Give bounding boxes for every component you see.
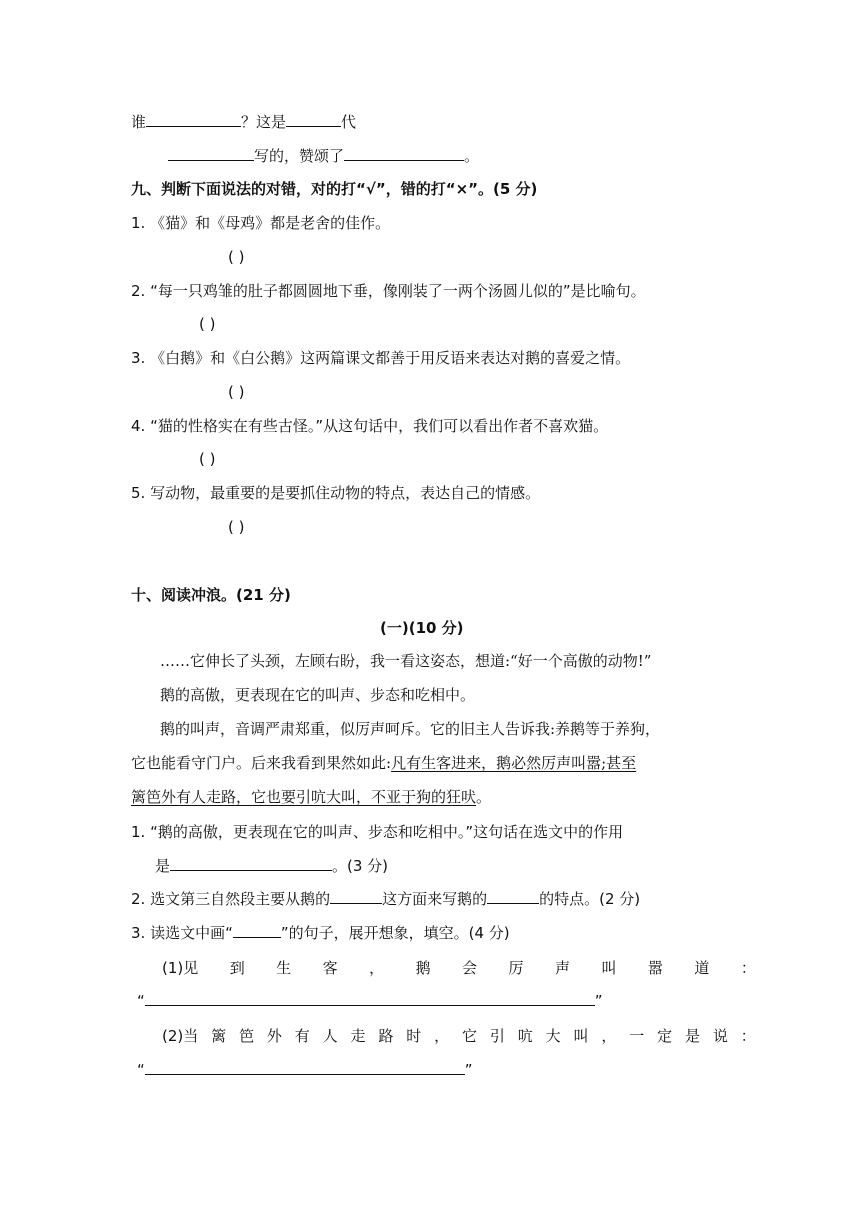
prompt-char: 路 <box>378 1027 394 1045</box>
passage-para-2: 鹅的高傲，更表现在它的叫声、步态和吃相中。 <box>160 686 476 704</box>
answer-blank[interactable] <box>146 112 241 127</box>
close-quote: ” <box>464 1061 473 1079</box>
answer-blank[interactable] <box>145 1060 465 1075</box>
question-3 <box>131 922 510 944</box>
prompt-char: 鹅 <box>415 959 431 977</box>
prompt-char: ： <box>740 1027 756 1045</box>
prompt-char: 到 <box>229 959 245 977</box>
prompt-char: 人 <box>322 1027 338 1045</box>
judge-paren-5[interactable]: ( ) <box>228 518 245 536</box>
judge-item-4: 4. “猫的性格实在有些古怪。”从这句话中，我们可以看出作者不喜欢猫。 <box>131 417 609 435</box>
prompt-char: 篱 <box>211 1027 227 1045</box>
question-1-line-1: 1. “鹅的高傲，更表现在它的叫声、步态和吃相中。”这句话在选文中的作用 <box>131 823 624 841</box>
prompt-char: 厉 <box>508 959 524 977</box>
prompt-char: 它 <box>461 1027 477 1045</box>
passage-subtitle: (一)(10 分) <box>380 619 464 637</box>
answer-blank[interactable] <box>330 889 382 904</box>
prompt-char: 引 <box>489 1027 505 1045</box>
prompt-char: 定 <box>657 1027 673 1045</box>
open-quote: “ <box>137 992 145 1010</box>
text: 谁 <box>131 113 147 131</box>
prompt-char: 叫 <box>573 1027 589 1045</box>
prompt-char: 生 <box>276 959 292 977</box>
prompt-char: 是 <box>684 1027 700 1045</box>
judge-item-2: 2. “每一只鸡雏的肚子都圆圆地下垂，像刚装了一两个汤圆儿似的”是比喻句。 <box>131 282 646 300</box>
prompt-char: ， <box>369 959 385 977</box>
underlined-sentence: 篱笆外有人走路，它也要引吭大叫，不亚于狗的狂吠 <box>131 788 477 806</box>
prompt-char: 有 <box>294 1027 310 1045</box>
section-9-title: 九、判断下面说法的对错，对的打“√”，错的打“×”。(5 分) <box>131 180 538 198</box>
answer-blank[interactable] <box>487 889 539 904</box>
passage-para-3-line-2 <box>131 752 636 774</box>
text: 这方面来写鹅的 <box>382 890 488 908</box>
question-3-2-prompt <box>162 1025 756 1047</box>
question-2 <box>131 888 640 910</box>
question-3-1-answer <box>137 990 603 1012</box>
judge-paren-3[interactable]: ( ) <box>228 383 245 401</box>
text: 的特点。(2 分) <box>539 890 641 908</box>
text: 代 <box>341 113 357 131</box>
prompt-char: 时 <box>406 1027 422 1045</box>
prompt-char: 声 <box>554 959 570 977</box>
text: 写的，赞颂了 <box>254 147 345 165</box>
judge-paren-2[interactable]: ( ) <box>199 315 216 333</box>
prompt-char: 外 <box>266 1027 282 1045</box>
text: 是 <box>155 857 171 875</box>
close-quote: ” <box>594 992 603 1010</box>
text: ”的句子，展开想象，填空。(4 分) <box>280 924 510 942</box>
prompt-char: (2)当 <box>162 1027 199 1045</box>
answer-blank[interactable] <box>170 856 332 871</box>
text: 2. 选文第三自然段主要从鹅的 <box>131 890 331 908</box>
prompt-char: ， <box>601 1027 617 1045</box>
prompt-char: (1)见 <box>162 959 199 977</box>
prompt-char: 道 <box>694 959 710 977</box>
text: 3. 读选文中画“ <box>131 924 233 942</box>
text: 。 <box>476 788 492 806</box>
prompt-char: 走 <box>350 1027 366 1045</box>
open-quote: “ <box>137 1061 145 1079</box>
section-10-title: 十、阅读冲浪。(21 分) <box>131 586 291 604</box>
prompt-char: 客 <box>322 959 338 977</box>
answer-blank[interactable] <box>286 112 341 127</box>
prompt-char: 一 <box>629 1027 645 1045</box>
judge-item-3: 3. 《白鹅》和《白公鹅》这两篇课文都善于用反语来表达对鹅的喜爱之情。 <box>131 349 631 367</box>
prompt-char: 说 <box>712 1027 728 1045</box>
text: ？这是 <box>241 113 287 131</box>
question-3-2-answer <box>137 1059 473 1081</box>
text: 。 <box>464 147 480 165</box>
prompt-char: 嚣 <box>647 959 663 977</box>
fill-line-2 <box>168 145 479 167</box>
question-3-1-prompt <box>162 957 756 979</box>
fill-line-1 <box>131 111 356 133</box>
question-1-line-2 <box>155 855 388 877</box>
prompt-char: ： <box>740 959 756 977</box>
judge-paren-1[interactable]: ( ) <box>228 248 245 266</box>
passage-para-3-line-1: 鹅的叫声，音调严肃郑重，似厉声呵斥。它的旧主人告诉我:养鹅等于养狗， <box>160 720 661 738</box>
underlined-sentence: 凡有生客进来，鹅必然厉声叫嚣;甚至 <box>391 754 637 772</box>
text: 它也能看守门户。后来我看到果然如此: <box>131 754 392 772</box>
answer-blank[interactable] <box>145 991 595 1006</box>
prompt-char: 大 <box>545 1027 561 1045</box>
passage-para-3-line-3 <box>131 786 491 808</box>
prompt-char: 笆 <box>238 1027 254 1045</box>
prompt-char: 叫 <box>601 959 617 977</box>
judge-item-1: 1. 《猫》和《母鸡》都是老舍的佳作。 <box>131 214 391 232</box>
passage-para-1: ……它伸长了头颈，左顾右盼，我一看这姿态，想道:“好一个高傲的动物!” <box>160 652 652 670</box>
underline-mark <box>233 923 281 938</box>
judge-paren-4[interactable]: ( ) <box>199 450 216 468</box>
judge-item-5: 5. 写动物，最重要的是要抓住动物的特点，表达自己的情感。 <box>131 484 541 502</box>
prompt-char: 吭 <box>517 1027 533 1045</box>
answer-blank[interactable] <box>344 146 464 161</box>
answer-blank[interactable] <box>168 146 254 161</box>
prompt-char: 会 <box>462 959 478 977</box>
text: 。(3 分) <box>332 857 389 875</box>
prompt-char: ， <box>434 1027 450 1045</box>
